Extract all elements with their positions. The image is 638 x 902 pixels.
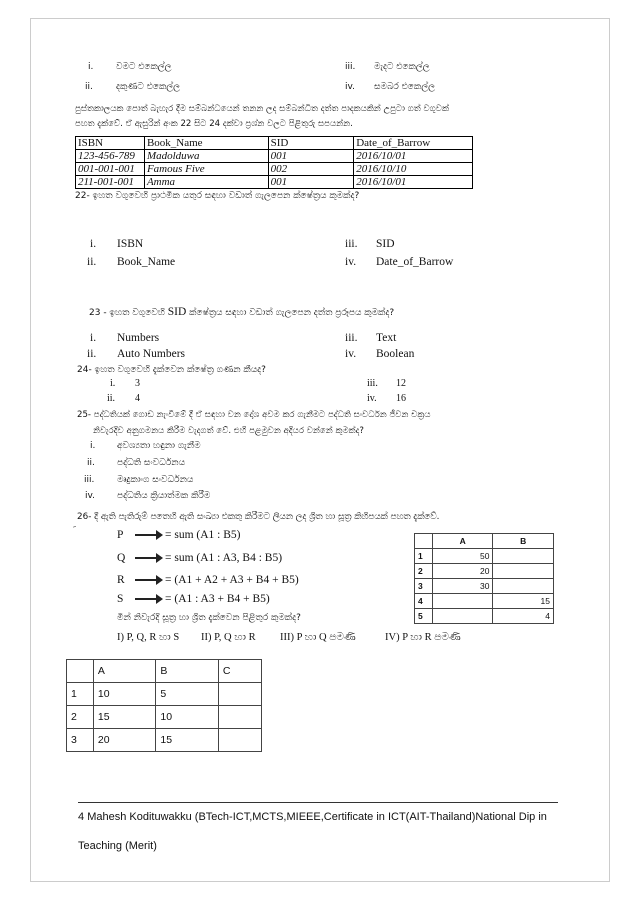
q23-option-1-text: Numbers	[117, 332, 160, 344]
q23-text	[89, 300, 394, 319]
book-cell: Amma	[144, 176, 268, 189]
grid-cell: 15	[156, 729, 218, 752]
book-cell: 002	[268, 163, 354, 176]
grid-column-header: B	[493, 534, 554, 549]
grid-cell: 30	[432, 579, 493, 594]
table-row	[415, 564, 554, 579]
book-cell: 001-001-001	[76, 163, 145, 176]
table-row	[76, 150, 473, 163]
grid-column-header: A	[432, 534, 493, 549]
q21-option-3-num: iii.	[345, 62, 356, 72]
book-cell: 123-456-789	[76, 150, 145, 163]
grid-row-header: 2	[67, 706, 94, 729]
q25-option-3-num: iii.	[84, 475, 95, 485]
arrow-icon	[135, 598, 161, 600]
q25-option-4-num: iv.	[85, 491, 95, 501]
q26-text: 26- දී ඇති පැතිරුම් පතෙහි ඇති සංඛ්‍යා එකතු කිරීමට ලියන ලද ශ්‍රිත හා සූත්‍ර කිහිපයක් පහත දැක්වේ.	[77, 512, 440, 522]
q23-option-4-num: iv.	[345, 348, 357, 360]
grid-row-header: 1	[67, 683, 94, 706]
book-header-cell: Date_of_Barrow	[354, 137, 473, 150]
grid-cell	[218, 706, 261, 729]
formula-label: S	[117, 593, 124, 605]
q21-option-2-text: දකුණට එකෙල්ල	[116, 82, 181, 92]
grid-corner-cell	[67, 660, 94, 683]
grid-row-header: 1	[415, 549, 433, 564]
book-cell: 2016/10/01	[354, 150, 473, 163]
grid-header-row	[67, 660, 262, 683]
grid-row-header: 3	[415, 579, 433, 594]
q22-option-1-num: i.	[90, 238, 97, 250]
q25-option-3-text: මෘදුකාංග සංවර්ධනය	[117, 475, 194, 485]
q23-option-2-text: Auto Numbers	[117, 348, 186, 360]
grid-header-row	[415, 534, 554, 549]
formula-label: R	[117, 574, 125, 586]
q24-text: 24- ඉහත වගුවෙහි දැක්වෙන ක්ෂේත්‍ර ගණන කීයද?	[77, 365, 266, 375]
book-header-cell: ISBN	[76, 137, 145, 150]
q22-option-3-text: SID	[376, 238, 395, 250]
grid-cell	[218, 683, 261, 706]
q21-option-4-num: iv.	[345, 82, 355, 92]
formula-label: P	[117, 529, 124, 541]
grid-cell	[493, 564, 554, 579]
grid-cell	[218, 729, 261, 752]
book-cell: 2016/10/10	[354, 163, 473, 176]
grid-cell: 15	[493, 594, 554, 609]
book-cell: 211-001-001	[76, 176, 145, 189]
q22-text: 22- ඉහත වගුවෙහි ප්‍රාථමික යතුර සඳහා වඩාත් ගැලපෙන ක්ෂේත්‍රය කුමක්ද?	[75, 191, 360, 201]
grid-cell: 10	[156, 706, 218, 729]
book-header-cell: Book_Name	[144, 137, 268, 150]
formula-text: = sum (A1 : B5)	[165, 529, 241, 541]
grid-cell	[493, 549, 554, 564]
q24-option-3-num: iii.	[367, 378, 378, 389]
formula-row-r	[117, 574, 299, 586]
q25-option-4-text: පද්ධතිය ක්‍රියාත්මක කිරීම	[117, 491, 211, 501]
grid-cell: 20	[93, 729, 155, 752]
footer-line-2: Teaching (Merit)	[78, 840, 157, 852]
q21-option-2-num: ii.	[85, 82, 93, 92]
arrow-icon	[135, 579, 161, 581]
table-row	[67, 729, 262, 752]
page-number: 4	[78, 811, 85, 823]
q22-option-2-num: ii.	[87, 256, 97, 268]
grid-column-header: B	[156, 660, 218, 683]
grid-cell: 50	[432, 549, 493, 564]
table-row	[76, 163, 473, 176]
q23-text-post: ක්ෂේත්‍රය සඳහා වඩාත් ගැලපෙන දත්ත ප්‍රරූපය කුමක්ද?	[186, 308, 395, 318]
table-row	[67, 683, 262, 706]
q23-option-2-num: ii.	[87, 348, 97, 360]
q22-option-1-text: ISBN	[117, 238, 144, 250]
q23-option-1-num: i.	[90, 332, 97, 344]
footer-line-1	[78, 811, 547, 823]
book-cell: 001	[268, 150, 354, 163]
grid-row-header: 5	[415, 609, 433, 624]
intro-line-2: පහත දැක්වේ. ඒ ඇසුරින් අංක 22 සිට 24 දක්වා ප්‍රශ්න වලට පිළිතුරු සපයන්න.	[75, 119, 353, 129]
q25-option-2-num: ii.	[87, 458, 95, 468]
formula-row-p	[117, 529, 241, 541]
grid-column-header: C	[218, 660, 261, 683]
q26-answer-4: IV) P හා R පමණි	[385, 632, 461, 643]
table-row	[76, 176, 473, 189]
q24-option-3-text: 12	[396, 378, 406, 389]
q22-option-4-text: Date_of_Barrow	[376, 256, 454, 268]
footer-divider	[78, 802, 558, 803]
q21-option-1-num: i.	[88, 62, 94, 72]
table-row	[415, 609, 554, 624]
table-row	[415, 549, 554, 564]
q24-option-4-num: iv.	[367, 393, 377, 404]
intro-line-1: පුස්තකාලයක පොත් බැහැර දීම සම්බන්ධයෙන් තනන ලද සම්බන්ධිත දත්ත පාදකයකින් උපුටා ගත් වගුවක්	[75, 104, 449, 114]
formula-label: Q	[117, 552, 126, 564]
q25-option-1-num: i.	[90, 441, 96, 451]
footer-author: Mahesh Kodituwakku (BTech-ICT,MCTS,MIEEE,Certificate in ICT(AIT-Thailand)National Dip in	[87, 811, 547, 823]
book-cell: 001	[268, 176, 354, 189]
q23-option-3-text: Text	[376, 332, 397, 344]
arrow-icon	[135, 534, 161, 536]
grid-cell: 4	[493, 609, 554, 624]
table-row	[415, 579, 554, 594]
grid-cell	[493, 579, 554, 594]
q26-answer-2: II) P, Q හා R	[201, 632, 256, 643]
grid-row-header: 2	[415, 564, 433, 579]
book-table-header	[76, 137, 473, 150]
q23-text-pre: 23 - ඉහත වගුවෙහි	[89, 308, 168, 318]
grid-cell: 10	[93, 683, 155, 706]
q24-option-2-text: 4	[135, 393, 140, 404]
q26-answer-1: I) P, Q, R හා S	[117, 632, 180, 643]
q21-option-1-text: වමට එකෙල්ල	[116, 62, 172, 72]
q24-option-4-text: 16	[396, 393, 406, 404]
q24-option-2-num: ii.	[107, 393, 116, 404]
q23-sid: SID	[167, 306, 187, 318]
book-table	[75, 136, 473, 189]
table-row	[415, 594, 554, 609]
q24-option-1-num: i.	[110, 378, 116, 389]
spreadsheet-grid-1	[414, 533, 554, 624]
q25-line-2: නිවැරදිව අනුගමනය කිරීම වැදගත් වේ. එහි පළමුවන අදියර වන්නේ කුමක්ද?	[93, 426, 364, 436]
q23-option-4-text: Boolean	[376, 348, 415, 360]
q25-line-1: 25- පද්ධතියක් ගොඩ නැංවීමේ දී ඒ සඳහා වන දෝශ අවම කර ගැනීමට පද්ධති සංවර්ධන ජීවන චක්‍රය	[77, 410, 431, 420]
formula-text: = (A1 : A3 + B4 + B5)	[165, 593, 270, 605]
q22-option-2-text: Book_Name	[117, 256, 176, 268]
arrow-icon	[135, 557, 161, 559]
q21-option-4-text: සමබර එකෙල්ල	[374, 82, 435, 92]
grid-cell	[432, 609, 493, 624]
q26-question: මින් නිවැරදි සූත්‍ර හා ශ්‍රිත දැක්වෙන පිළිතුර කුමක්ද?	[117, 613, 301, 623]
q22-option-4-num: iv.	[345, 256, 357, 268]
formula-text: = (A1 + A2 + A3 + B4 + B5)	[165, 574, 299, 586]
table-row	[67, 706, 262, 729]
grid-row-header: 3	[67, 729, 94, 752]
grid-cell: 5	[156, 683, 218, 706]
grid-corner-cell	[415, 534, 433, 549]
formula-row-q	[117, 552, 282, 564]
q22-option-3-num: iii.	[345, 238, 358, 250]
formula-row-s	[117, 593, 270, 605]
grid-cell	[432, 594, 493, 609]
q25-option-1-text: අවශ්‍යතා හඳුනා ගැනීම	[117, 441, 201, 451]
q24-option-1-text: 3	[135, 378, 140, 389]
formula-text: = sum (A1 : A3, B4 : B5)	[165, 552, 283, 564]
q23-option-3-num: iii.	[345, 332, 358, 344]
grid-column-header: A	[93, 660, 155, 683]
q21-option-3-text: මැදට එකෙල්ල	[374, 62, 430, 72]
spreadsheet-grid-2	[66, 659, 262, 752]
book-cell: Famous Five	[144, 163, 268, 176]
book-cell: Madolduwa	[144, 150, 268, 163]
q25-option-2-text: පද්ධති සංවර්ධනය	[117, 458, 186, 468]
grid-cell: 15	[93, 706, 155, 729]
grid-cell: 20	[432, 564, 493, 579]
book-header-cell: SID	[268, 137, 354, 150]
q26-answer-3: III) P හා Q පමණි	[280, 632, 356, 643]
book-cell: 2016/10/01	[354, 176, 473, 189]
grid-row-header: 4	[415, 594, 433, 609]
